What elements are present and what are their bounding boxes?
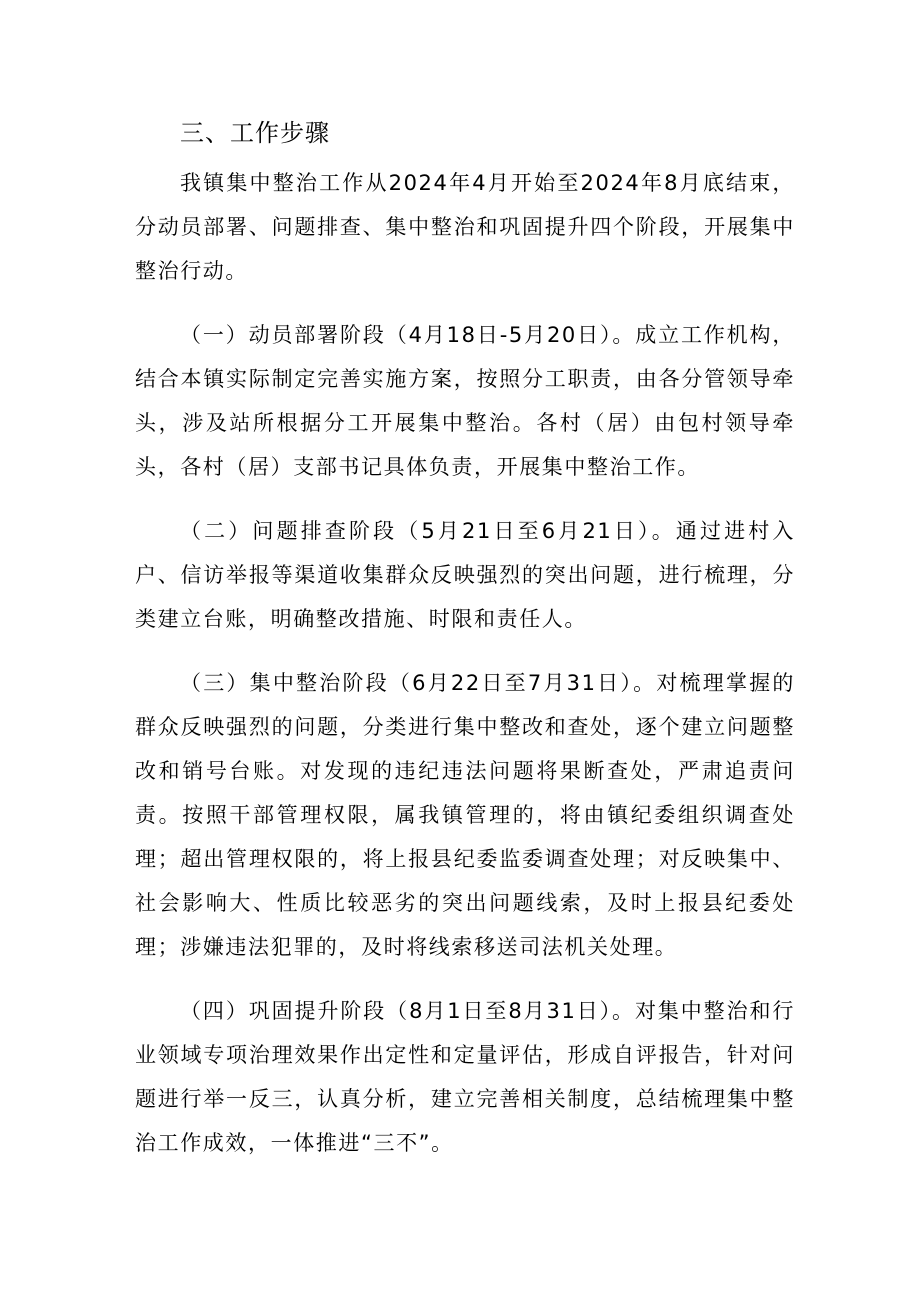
document-body bbox=[135, 113, 795, 1185]
intro-paragraph: 我镇集中整治工作从2024年4月开始至2024年8月底结束，分动员部署、问题排查、集中整治和巩固提升四个阶段，开展集中整治行动。 bbox=[135, 171, 795, 283]
stage-3-paragraph: （三）集中整治阶段（6月22日至7月31日）。对梳理掌握的群众反映强烈的问题，分类进行集中整改和查处，逐个建立问题整改和销号台账。对发现的违纪违法问题将果断查处，严肃追责问责。按照干部管理权限，属我镇管理的，将由镇纪委组织调查处理；超出管理权限的，将上报县纪委监委调查处理；对反映集中、社会影响大、性质比较恶劣的突出问题线索，及时上报县纪委处理；涉嫌违法犯罪的，及时将线索移送司法机关处理。 bbox=[135, 671, 795, 959]
section-heading: 三、工作步骤 bbox=[180, 119, 330, 147]
stage-4-paragraph: （四）巩固提升阶段（8月1日至8月31日）。对集中整治和行业领域专项治理效果作出定性和定量评估，形成自评报告，针对问题进行举一反三，认真分析，建立完善相关制度，总结梳理集中整治工作成效，一体推进“三不”。 bbox=[135, 999, 795, 1155]
stage-1-paragraph: （一）动员部署阶段（4月18日-5月20日）。成立工作机构，结合本镇实际制定完善实施方案，按照分工职责，由各分管领导牵头，涉及站所根据分工开展集中整治。各村（居）由包村领导牵头，各村（居）支部书记具体负责，开展集中整治工作。 bbox=[135, 323, 795, 479]
stage-2-paragraph: （二）问题排查阶段（5月21日至6月21日）。通过进村入户、信访举报等渠道收集群众反映强烈的突出问题，进行梳理，分类建立台账，明确整改措施、时限和责任人。 bbox=[135, 519, 795, 631]
